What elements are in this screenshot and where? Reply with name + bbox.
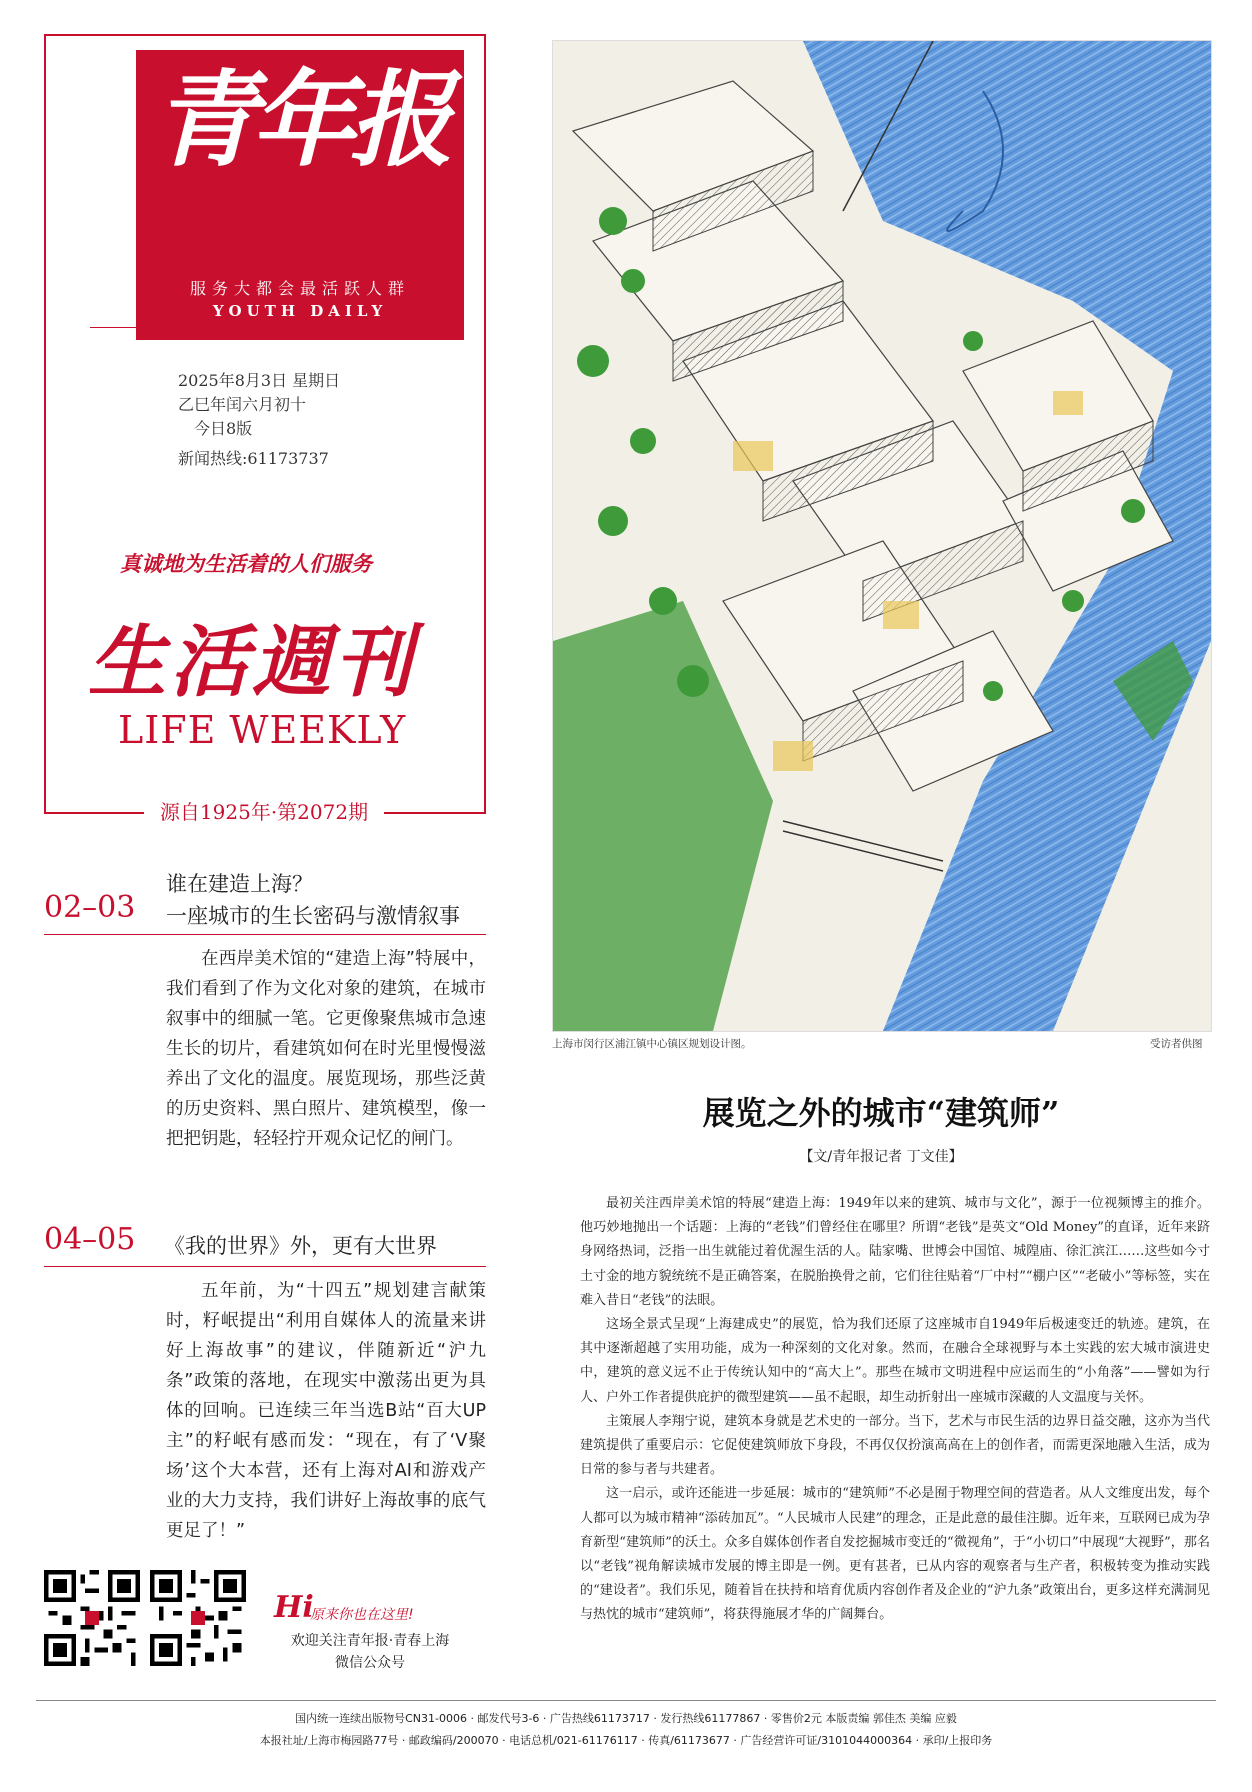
- issue-rule-left: [90, 327, 186, 328]
- image-caption: 上海市闵行区浦江镇中心镇区规划设计图。: [552, 1038, 752, 1050]
- article-paragraph-3: 主策展人李翔宁说，建筑本身就是艺术史的一部分。当下，艺术与市民生活的边界日益交融，这亦为当代建筑提供了重要启示：它促使建筑师放下身段，不再仅仅扮演高高在上的创作者，而需更深地融入生活，成为日常的参与者与共建者。: [580, 1413, 1210, 1478]
- footer-rule: [36, 1700, 1216, 1701]
- newspaper-title: 青年报: [152, 58, 447, 181]
- teaser-1-pages: 02–03: [44, 890, 136, 925]
- newspaper-slogan: 服务大都会最活跃人群: [189, 279, 410, 298]
- image-credit: 受访者供图: [1150, 1038, 1203, 1050]
- issue-date: 2025年8月3日 星期日: [178, 371, 341, 390]
- news-hotline: 新闻热线:61173737: [178, 449, 329, 468]
- teaser-1-body: 在西岸美术馆的“建造上海”特展中，我们看到了作为文化对象的建筑，在城市叙事中的细腻一笔。它更像聚焦城市急速生长的切片，看建筑如何在时光里慢慢滋养出了文化的温度。展览现场，那些泛黄的历史资料、黑白照片、建筑模型，像一把把钥匙，轻轻拧开观众记忆的闸门。: [166, 949, 486, 1149]
- article-paragraph-2: 这场全景式呈现“上海建成史”的展览，恰为我们还原了这座城市自1949年后极速变迁的轨迹。建筑，在其中逐渐超越了实用功能，成为一种深刻的文化对象。然而，在融合全球视野与本土实践的宏大城市演进史中，建筑的意义远不止于传统认知中的“高大上”。那些在城市文明进程中应运而生的“小角落”——譬如为行人、户外工作者提供庇护的微型建筑——虽不起眼，却生动折射出一座城市深藏的人文温度与关怀。: [580, 1317, 1210, 1405]
- qr-code-icon: [44, 1570, 140, 1666]
- issue-total: 总第13383期: [196, 320, 314, 342]
- issue-pages: 今日8版: [194, 419, 253, 438]
- weekly-since: 源自1925年·第2072期: [144, 796, 384, 825]
- teaser-1-rule: [44, 934, 486, 935]
- qr-code-1[interactable]: [44, 1570, 140, 1666]
- newspaper-english-name: YOUTH DAILY: [212, 302, 388, 320]
- planning-sketch-image: [552, 40, 1212, 1032]
- footer-publication-info: 国内统一连续出版物号CN31-0006 · 邮发代号3-6 · 广告热线61173717 · 发行热线61177867 · 零售价2元 本版责编 郭佳杰 美编 应毅: [295, 1712, 957, 1725]
- footer-address-info: 本报社址/上海市梅园路77号 · 邮政编码/200070 · 电话总机/021-61176117 · 传真/61173677 · 广告经营许可证/3101044000364 · 承印/上报印务: [259, 1734, 993, 1747]
- urban-plan-drawing: [553, 41, 1211, 1031]
- qr-hi-text: Hi: [274, 1590, 314, 1625]
- teaser-2-title: 《我的世界》外，更有大世界: [164, 1234, 437, 1258]
- weekly-title: 生活週刊: [88, 617, 417, 708]
- teaser-2-body: 五年前，为“十四五”规划建言献策时，籽岷提出“利用自媒体人的流量来讲好上海故事”的建议，伴随新近“沪九条”政策的落地，在现实中激荡出更为具体的回响。已连续三年当选B站“百大UP主”的籽岷有感而发：“现在，有了‘V聚场’这个大本营，还有上海对AI和游戏产业的大力支持，我们讲好上海故事的底气更足了！”: [166, 1281, 486, 1541]
- qr-follow-text: 欢迎关注青年报·青春上海: [290, 1633, 450, 1649]
- weekly-english-title: LIFE WEEKLY: [118, 708, 407, 752]
- teaser-1-title-line2: 一座城市的生长密码与激情叙事: [166, 904, 460, 928]
- qr-greeting: 原来你也在这里!: [310, 1607, 414, 1623]
- article-body: [580, 1192, 1210, 1628]
- teaser-2-pages: 04–05: [44, 1222, 136, 1257]
- article-paragraph-1: 最初关注西岸美术馆的特展“建造上海：1949年以来的建筑、城市与文化”，源于一位视频博主的推介。他巧妙地抛出一个话题：上海的“老钱”们曾经住在哪里？所谓“老钱”是英文“Old Money”的直译，近年来跻身网络热词，泛指一出生就能过着优渥生活的人。陆家嘴、世博会中国馆、城隍庙、徐汇滨江……这些如今寸土寸金的地方貌统统不是正确答案，在脱胎换骨之前，它们往往贴着“厂中村”“棚户区”“老破小”等标签，实在难入昔日“老钱”的法眼。: [580, 1196, 1210, 1308]
- qr-code-icon: [150, 1570, 246, 1666]
- issue-rule-right: [324, 327, 420, 328]
- teaser-1-title-line1: 谁在建造上海？: [166, 872, 313, 896]
- issue-lunar-date: 乙巳年闰六月初十: [178, 395, 307, 414]
- qr-code-2[interactable]: [150, 1570, 246, 1666]
- teaser-2-rule: [44, 1266, 486, 1267]
- article-byline: 【文/青年报记者 丁文佳】: [799, 1149, 963, 1165]
- newspaper-logo: [136, 50, 464, 340]
- qr-account-text: 微信公众号: [335, 1655, 405, 1671]
- article-paragraph-4: 这一启示，或许还能进一步延展：城市的“建筑师”不必是囿于物理空间的营造者。从人文维度出发，每个人都可以为城市精神“添砖加瓦”。“人民城市人民建”的理念，正是此意的最佳注脚。近年来，互联网已成为孕育新型“建筑师”的沃土。众多自媒体创作者自发挖掘城市变迁的“微视角”，于“小切口”中展现“大视野”，那名以“老钱”视角解读城市发展的博主即是一例。更有甚者，已从内容的观察者与生产者，积极转变为推动实践的“建设者”。我们乐见，随着旨在扶持和培育优质内容创作者及企业的“沪九条”政策出台，更多这样充满洞见与热忱的城市“建筑师”，将获得施展才华的广阔舞台。: [580, 1486, 1210, 1623]
- weekly-slogan: 真诚地为生活着的人们服务: [120, 551, 372, 576]
- article-headline: 展览之外的城市“建筑师”: [702, 1094, 1060, 1132]
